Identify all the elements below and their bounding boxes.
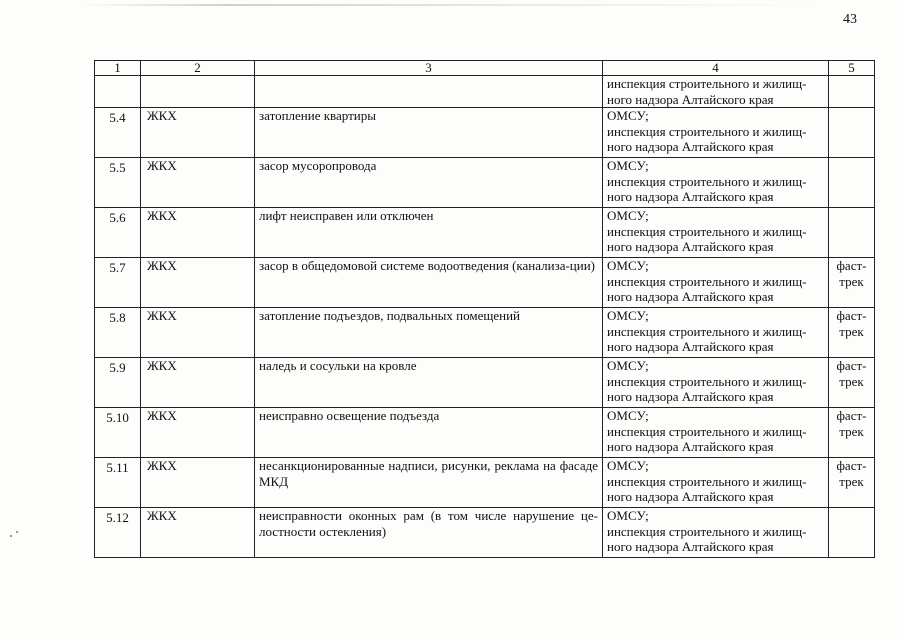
mark-cell	[829, 458, 875, 508]
responsible-cell	[603, 508, 829, 558]
number-cell: 5.11	[95, 458, 141, 508]
problem-cell: неисправности оконных рам (в том числе нарушение це-лостности остекления)	[255, 508, 603, 558]
fast-track-mark: трек	[839, 373, 864, 389]
responsible-line: ного надзора Алтайского края	[607, 389, 774, 404]
responsible-line: ОМСУ;	[607, 108, 649, 123]
responsible-line: инспекция строительного и жилищ-	[607, 473, 807, 489]
responsible-cell	[603, 208, 829, 258]
number-cell: 5.8	[95, 308, 141, 358]
mark-cell	[829, 208, 875, 258]
responsible-cell	[603, 258, 829, 308]
responsible-line: ного надзора Алтайского края	[607, 489, 774, 504]
responsible-cell	[603, 108, 829, 158]
table-header-row	[95, 61, 875, 76]
sphere-cell: ЖКХ	[141, 458, 255, 508]
number-cell: 5.6	[95, 208, 141, 258]
fast-track-mark: трек	[839, 323, 864, 339]
table-row	[95, 208, 875, 258]
responsible-line: инспекция строительного и жилищ-	[607, 423, 807, 439]
table-row	[95, 458, 875, 508]
problem-cell: засор мусоропровода	[255, 158, 603, 208]
problem-cell: затопление квартиры	[255, 108, 603, 158]
responsible-line: ОМСУ;	[607, 258, 649, 273]
fast-track-mark: фаст-	[836, 258, 867, 273]
responsible-line: инспекция строительного и жилищ-	[607, 76, 807, 91]
responsible-line: ного надзора Алтайского края	[607, 189, 774, 204]
responsible-line: ного надзора Алтайского края	[607, 539, 774, 554]
responsible-cell	[603, 76, 829, 108]
problem-cell: несанкционированные надписи, рисунки, реклама на фасаде МКД	[255, 458, 603, 508]
table-row	[95, 258, 875, 308]
header-cell: 4	[603, 61, 829, 76]
mark-cell	[829, 308, 875, 358]
responsible-line: инспекция строительного и жилищ-	[607, 273, 807, 289]
responsible-line: ного надзора Алтайского края	[607, 339, 774, 354]
mark-cell	[829, 158, 875, 208]
page-number: 43	[843, 12, 857, 27]
fast-track-mark: фаст-	[836, 358, 867, 373]
number-cell	[95, 76, 141, 108]
problem-cell: лифт неисправен или отключен	[255, 208, 603, 258]
sphere-cell: ЖКХ	[141, 508, 255, 558]
number-cell: 5.4	[95, 108, 141, 158]
sphere-cell: ЖКХ	[141, 158, 255, 208]
responsible-line: инспекция строительного и жилищ-	[607, 123, 807, 139]
fast-track-mark: фаст-	[836, 408, 867, 423]
scan-speck	[16, 531, 18, 533]
mark-cell	[829, 508, 875, 558]
scan-speck	[10, 535, 12, 537]
problem-cell	[255, 76, 603, 108]
responsible-line: ОМСУ;	[607, 158, 649, 173]
problem-cell: затопление подъездов, подвальных помещений	[255, 308, 603, 358]
sphere-cell	[141, 76, 255, 108]
number-cell: 5.10	[95, 408, 141, 458]
problem-cell: наледь и сосульки на кровле	[255, 358, 603, 408]
number-cell: 5.12	[95, 508, 141, 558]
problem-cell: засор в общедомовой системе водоотведения (канализа-ции)	[255, 258, 603, 308]
responsible-line: ОМСУ;	[607, 208, 649, 223]
responsible-cell	[603, 358, 829, 408]
responsible-line: инспекция строительного и жилищ-	[607, 173, 807, 189]
problem-cell: неисправно освещение подъезда	[255, 408, 603, 458]
fast-track-mark: фаст-	[836, 458, 867, 473]
sphere-cell: ЖКХ	[141, 408, 255, 458]
sphere-cell: ЖКХ	[141, 208, 255, 258]
mark-cell	[829, 258, 875, 308]
mark-cell	[829, 76, 875, 108]
header-cell: 3	[255, 61, 603, 76]
fast-track-mark: трек	[839, 473, 864, 489]
mark-cell	[829, 108, 875, 158]
responsible-line: инспекция строительного и жилищ-	[607, 373, 807, 389]
continuation-row	[95, 76, 875, 108]
responsible-line: ного надзора Алтайского края	[607, 139, 774, 154]
mark-cell	[829, 358, 875, 408]
responsible-line: ного надзора Алтайского края	[607, 439, 774, 454]
sphere-cell: ЖКХ	[141, 108, 255, 158]
number-cell: 5.5	[95, 158, 141, 208]
mark-cell	[829, 408, 875, 458]
header-cell: 1	[95, 61, 141, 76]
responsible-line: ОМСУ;	[607, 508, 649, 523]
sphere-cell: ЖКХ	[141, 258, 255, 308]
responsible-line: ного надзора Алтайского края	[607, 289, 774, 304]
document-table	[94, 60, 875, 558]
table-row	[95, 158, 875, 208]
fast-track-mark: трек	[839, 273, 864, 289]
responsible-cell	[603, 308, 829, 358]
responsible-line: ного надзора Алтайского края	[607, 91, 774, 107]
sphere-cell: ЖКХ	[141, 308, 255, 358]
fast-track-mark: фаст-	[836, 308, 867, 323]
table-row	[95, 308, 875, 358]
table-row	[95, 358, 875, 408]
number-cell: 5.7	[95, 258, 141, 308]
responsible-line: инспекция строительного и жилищ-	[607, 323, 807, 339]
header-cell: 5	[829, 61, 875, 76]
responsible-cell	[603, 158, 829, 208]
table-row	[95, 108, 875, 158]
scan-artifact	[80, 4, 820, 6]
responsible-cell	[603, 458, 829, 508]
responsible-line: ОМСУ;	[607, 308, 649, 323]
table-row	[95, 408, 875, 458]
table-row	[95, 508, 875, 558]
responsible-line: инспекция строительного и жилищ-	[607, 523, 807, 539]
sphere-cell: ЖКХ	[141, 358, 255, 408]
responsible-line: инспекция строительного и жилищ-	[607, 223, 807, 239]
responsible-line: ОМСУ;	[607, 358, 649, 373]
fast-track-mark: трек	[839, 423, 864, 439]
responsible-line: ного надзора Алтайского края	[607, 239, 774, 254]
header-cell: 2	[141, 61, 255, 76]
number-cell: 5.9	[95, 358, 141, 408]
responsible-line: ОМСУ;	[607, 408, 649, 423]
responsible-line: ОМСУ;	[607, 458, 649, 473]
responsible-cell	[603, 408, 829, 458]
